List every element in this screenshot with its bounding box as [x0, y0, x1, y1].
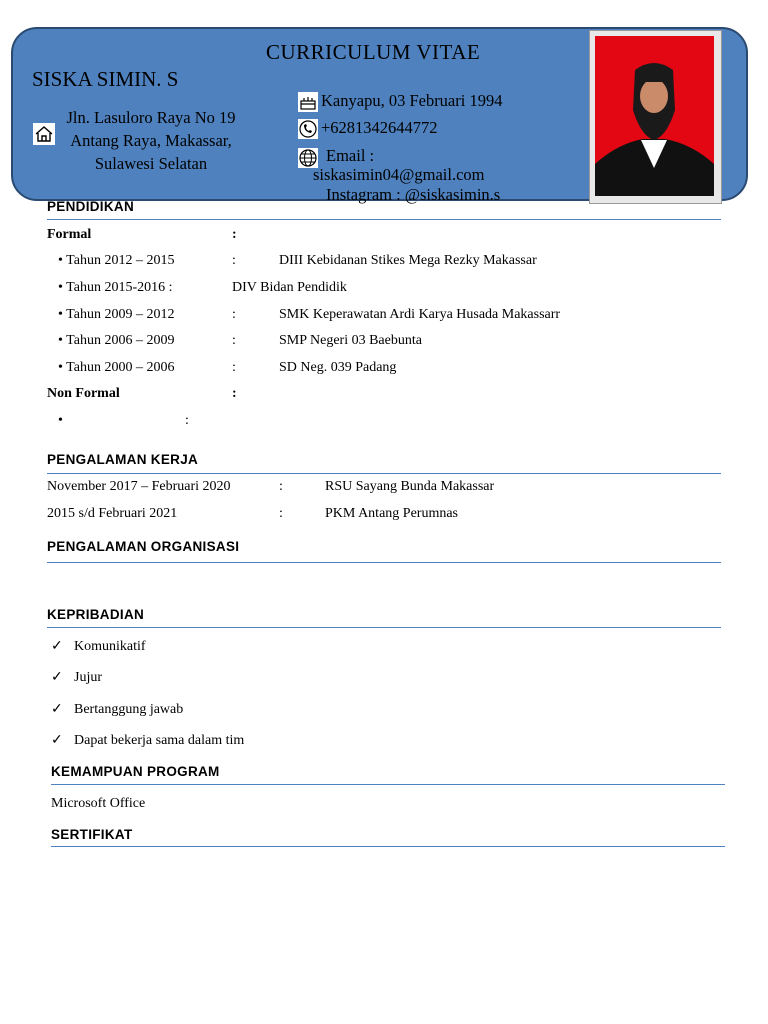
- section-heading-sertifikat: SERTIFIKAT: [51, 827, 133, 842]
- education-period: Tahun 2009 – 2012: [66, 307, 175, 322]
- section-heading-pendidikan: PENDIDIKAN: [47, 199, 135, 214]
- calendar-icon: [298, 92, 318, 112]
- section-heading-program: KEMAMPUAN PROGRAM: [51, 764, 220, 779]
- education-period: Tahun 2015-2016 :: [66, 280, 173, 295]
- nonformal-colon: :: [232, 386, 237, 401]
- section-rule: [47, 627, 721, 628]
- education-school: DIII Kebidanan Stikes Mega Rezky Makassar: [279, 253, 537, 268]
- program-skill: Microsoft Office: [51, 796, 146, 811]
- check-icon: ✓: [51, 639, 63, 654]
- education-sep: :: [232, 333, 236, 348]
- check-icon: ✓: [51, 733, 63, 748]
- work-place: RSU Sayang Bunda Makassar: [325, 479, 495, 494]
- bullet: •: [58, 413, 63, 428]
- section-heading-kepribadian: KEPRIBADIAN: [47, 607, 145, 622]
- trait-item: Komunikatif: [74, 639, 146, 654]
- education-period: Tahun 2000 – 2006: [66, 360, 175, 375]
- work-sep: :: [279, 506, 283, 521]
- address: [36, 106, 266, 175]
- education-school: DIV Bidan Pendidik: [232, 280, 347, 295]
- work-period: 2015 s/d Februari 2021: [47, 506, 178, 521]
- profile-photo: [589, 30, 722, 204]
- email-address[interactable]: siskasimin04@gmail.com: [313, 165, 485, 184]
- work-place: PKM Antang Perumnas: [325, 506, 458, 521]
- work-sep: :: [279, 479, 283, 494]
- check-icon: ✓: [51, 670, 63, 685]
- education-school: SMK Keperawatan Ardi Karya Husada Makassarr: [279, 307, 561, 322]
- check-icon: ✓: [51, 702, 63, 717]
- formal-colon: :: [232, 227, 237, 242]
- instagram-handle[interactable]: Instagram : @siskasimin.s: [326, 185, 501, 204]
- bullet: •: [58, 360, 63, 375]
- email-label: Email :: [326, 146, 375, 165]
- formal-label: Formal: [47, 227, 92, 242]
- education-sep: :: [232, 307, 236, 322]
- address-line: Jln. Lasuloro Raya No 19: [66, 108, 236, 127]
- education-row: [58, 280, 173, 296]
- trait-item: Jujur: [74, 670, 102, 685]
- education-row: [58, 307, 174, 323]
- education-school: SD Neg. 039 Padang: [279, 360, 397, 375]
- section-heading-organisasi: PENGALAMAN ORGANISASI: [47, 539, 240, 554]
- trait-item: Dapat bekerja sama dalam tim: [74, 733, 245, 748]
- work-period: November 2017 – Februari 2020: [47, 479, 231, 494]
- cv-title: CURRICULUM VITAE: [266, 40, 481, 64]
- nonformal-label: Non Formal: [47, 386, 120, 401]
- trait-item: Bertanggung jawab: [74, 702, 184, 717]
- education-school: SMP Negeri 03 Baebunta: [279, 333, 422, 348]
- nonformal-sep: :: [185, 413, 189, 428]
- phone-icon: [298, 119, 318, 139]
- birth-info: Kanyapu, 03 Februari 1994: [321, 91, 503, 110]
- education-row: [58, 333, 174, 349]
- section-rule: [47, 219, 721, 220]
- education-sep: :: [232, 360, 236, 375]
- education-row: [58, 360, 174, 376]
- education-row: [58, 253, 174, 269]
- bullet: •: [58, 280, 63, 295]
- address-line: Sulawesi Selatan: [94, 154, 208, 173]
- section-rule: [47, 473, 721, 474]
- section-heading-kerja: PENGALAMAN KERJA: [47, 452, 199, 467]
- bullet: •: [58, 253, 63, 268]
- education-period: Tahun 2012 – 2015: [66, 253, 175, 268]
- education-sep: :: [232, 253, 236, 268]
- address-line: Antang Raya, Makassar,: [70, 131, 232, 150]
- section-rule: [47, 562, 721, 563]
- section-rule: [51, 846, 725, 847]
- bullet: •: [58, 333, 63, 348]
- phone-number: +6281342644772: [321, 118, 438, 137]
- section-rule: [51, 784, 725, 785]
- person-name: SISKA SIMIN. S: [32, 67, 179, 91]
- bullet: •: [58, 307, 63, 322]
- education-period: Tahun 2006 – 2009: [66, 333, 175, 348]
